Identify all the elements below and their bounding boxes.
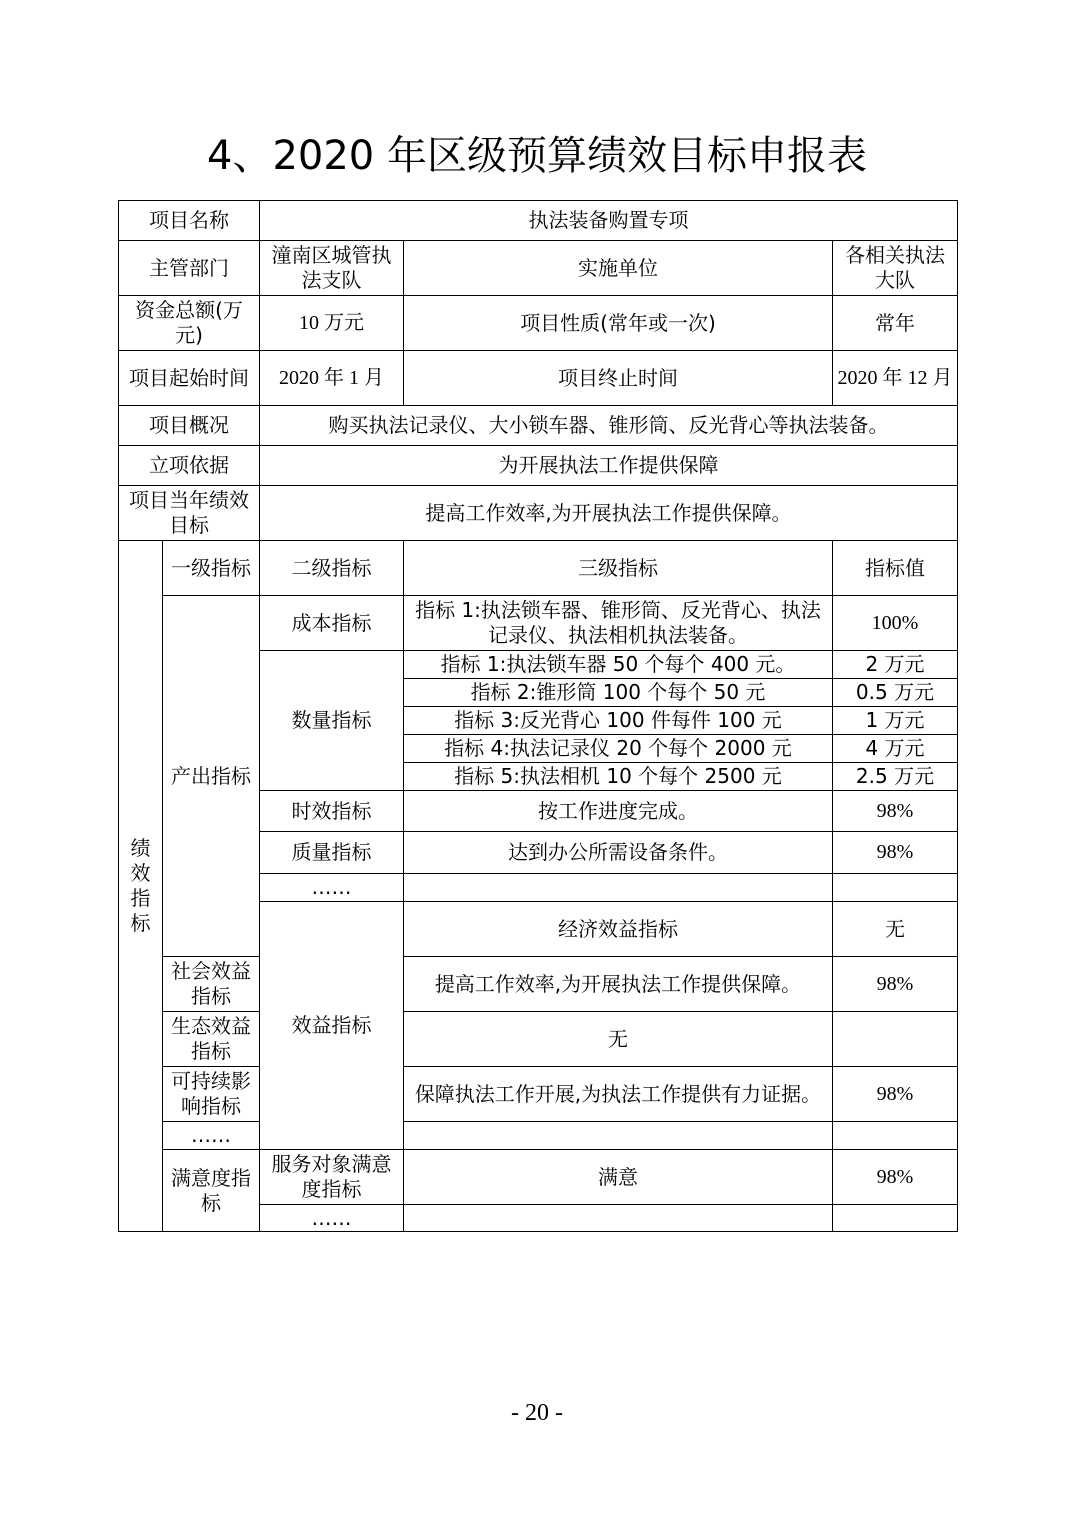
output-indicator-label: 产出指标: [163, 596, 260, 957]
time-indicator-value: 98%: [833, 791, 958, 832]
sustain-indicator-value: 98%: [833, 1067, 958, 1122]
table-row: [119, 201, 958, 241]
end-label: 项目终止时间: [404, 351, 833, 406]
overview-value: 购买执法记录仪、大小锁车器、锥形筒、反光背心等执法装备。: [260, 406, 958, 446]
quantity-item-text: 指标 3:反光背心 100 件每件 100 元: [404, 707, 833, 735]
satisfaction-indicator-label: 满意度指标: [163, 1150, 260, 1232]
cost-indicator-label: 成本指标: [260, 596, 404, 651]
empty-cell: [404, 1205, 833, 1232]
quantity-item-text: 指标 5:执法相机 10 个每个 2500 元: [404, 763, 833, 791]
social-indicator-value: 98%: [833, 957, 958, 1012]
col-level1-header: 一级指标: [163, 541, 260, 596]
dept-value: 潼南区城管执法支队: [260, 241, 404, 296]
table-row: [119, 296, 958, 351]
table-row: [119, 446, 958, 486]
empty-cell: [404, 874, 833, 902]
sustain-indicator-text: 保障执法工作开展,为执法工作提供有力证据。: [404, 1067, 833, 1122]
quantity-item-text: 指标 1:执法锁车器 50 个每个 400 元。: [404, 651, 833, 679]
impl-label: 实施单位: [404, 241, 833, 296]
service-indicator-label: 服务对象满意度指标: [260, 1150, 404, 1205]
quantity-item-value: 2.5 万元: [833, 763, 958, 791]
empty-cell: [404, 1122, 833, 1150]
table-row: [119, 1067, 958, 1122]
quantity-item-value: 1 万元: [833, 707, 958, 735]
table-row: [119, 1150, 958, 1205]
project-name-value: 执法装备购置专项: [260, 201, 958, 241]
service-indicator-value: 98%: [833, 1150, 958, 1205]
start-label: 项目起始时间: [119, 351, 260, 406]
empty-cell: [833, 1122, 958, 1150]
social-indicator-label: 社会效益指标: [163, 957, 260, 1012]
economic-indicator-text: 无: [833, 902, 958, 957]
page-number: - 20 -: [511, 1400, 563, 1426]
quantity-item-value: 0.5 万元: [833, 679, 958, 707]
end-value: 2020 年 12 月: [833, 351, 958, 406]
cost-indicator-value: 100%: [833, 596, 958, 651]
goal-value: 提高工作效率,为开展执法工作提供保障。: [260, 486, 958, 541]
service-indicator-text: 满意: [404, 1150, 833, 1205]
sustain-indicator-label: 可持续影响指标: [163, 1067, 260, 1122]
basis-value: 为开展执法工作提供保障: [260, 446, 958, 486]
basis-label: 立项依据: [119, 446, 260, 486]
table-row: [119, 351, 958, 406]
quantity-item-value: 4 万元: [833, 735, 958, 763]
col-level3-header: 三级指标: [404, 541, 833, 596]
col-value-header: 指标值: [833, 541, 958, 596]
table-row: [119, 596, 958, 651]
quality-indicator-value: 98%: [833, 832, 958, 874]
eco-indicator-text: 无: [404, 1012, 833, 1067]
output-more: ……: [260, 874, 404, 902]
impl-value: 各相关执法大队: [833, 241, 958, 296]
goal-label: 项目当年绩效目标: [119, 486, 260, 541]
quality-indicator-text: 达到办公所需设备条件。: [404, 832, 833, 874]
col-level2-header: 二级指标: [260, 541, 404, 596]
table-row: [119, 406, 958, 446]
table-row: [119, 957, 958, 1012]
quantity-indicator-label: 数量指标: [260, 651, 404, 791]
dept-label: 主管部门: [119, 241, 260, 296]
social-indicator-text: 提高工作效率,为开展执法工作提供保障。: [404, 957, 833, 1012]
budget-performance-table: [118, 200, 958, 1232]
eco-indicator-label: 生态效益指标: [163, 1012, 260, 1067]
empty-cell: [833, 1012, 958, 1067]
economic-indicator-label: 经济效益指标: [404, 902, 833, 957]
benefit-more: ……: [163, 1122, 260, 1150]
nature-value: 常年: [833, 296, 958, 351]
table-row: [119, 541, 958, 596]
start-value: 2020 年 1 月: [260, 351, 404, 406]
quantity-item-text: 指标 4:执法记录仪 20 个每个 2000 元: [404, 735, 833, 763]
table-row: [119, 241, 958, 296]
performance-indicator-label: 绩效指标: [119, 541, 163, 1232]
table-row: [119, 486, 958, 541]
quantity-item-text: 指标 2:锥形筒 100 个每个 50 元: [404, 679, 833, 707]
page-title: 4、2020 年区级预算绩效目标申报表: [207, 133, 867, 179]
empty-cell: [833, 874, 958, 902]
benefit-indicator-label: 效益指标: [260, 902, 404, 1150]
fund-value: 10 万元: [260, 296, 404, 351]
time-indicator-label: 时效指标: [260, 791, 404, 832]
cost-indicator-text: 指标 1:执法锁车器、锥形筒、反光背心、执法记录仪、执法相机执法装备。: [404, 596, 833, 651]
time-indicator-text: 按工作进度完成。: [404, 791, 833, 832]
quantity-item-value: 2 万元: [833, 651, 958, 679]
satisfaction-more: ……: [260, 1205, 404, 1232]
project-name-label: 项目名称: [119, 201, 260, 241]
fund-label: 资金总额(万元): [119, 296, 260, 351]
empty-cell: [833, 1205, 958, 1232]
overview-label: 项目概况: [119, 406, 260, 446]
nature-label: 项目性质(常年或一次): [404, 296, 833, 351]
table-row: [119, 1122, 958, 1150]
table-row: [119, 1012, 958, 1067]
quality-indicator-label: 质量指标: [260, 832, 404, 874]
